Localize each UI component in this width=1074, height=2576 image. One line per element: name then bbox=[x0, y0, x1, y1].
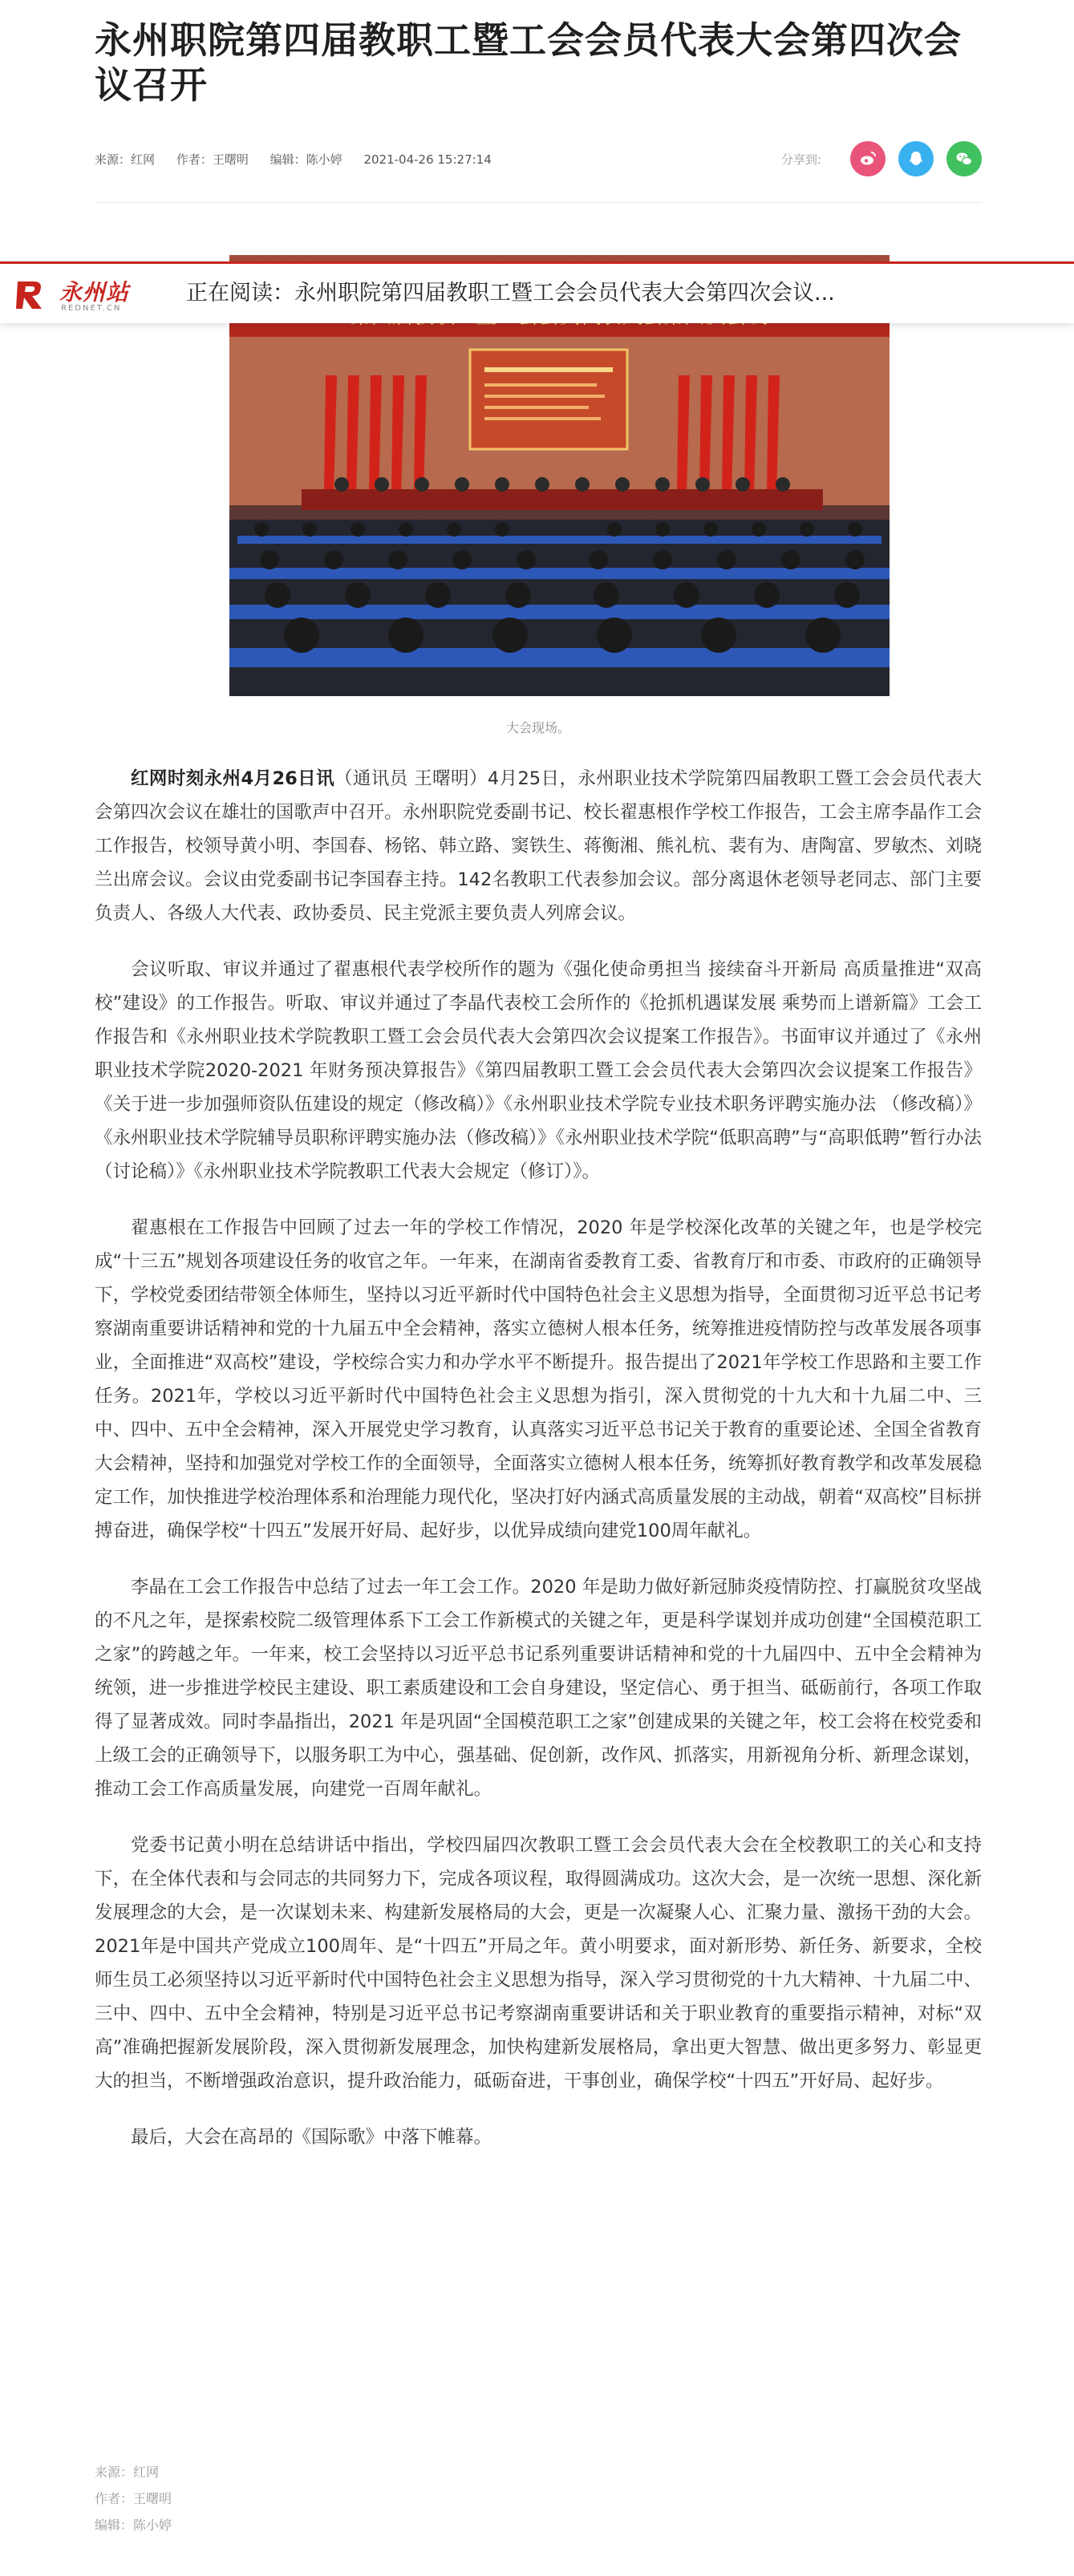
article-paragraph-1 bbox=[95, 762, 982, 930]
share-bar bbox=[781, 141, 982, 176]
editor-label: 编辑： bbox=[270, 152, 306, 167]
article-paragraph-3: 翟惠根在工作报告中回顾了过去一年的学校工作情况，2020 年是学校深化改革的关键之年，也是学校完成“十三五”规划各项建设任务的收官之年。一年来，在湖南省委教育工委、省教育厅和市委、市政府的正确领导下，学校党委团结带领全体师生，坚持以习近平新时代中国特色社会主义思想为指导，全面贯彻习近平总书记考察湖南重要讲话精神和党的十九届五中全会精神，落实立德树人根本任务，统筹推进疫情防控与改革发展各项事业，全面推进“双高校”建设，学校综合实力和办学水平不断提升。报告提出了2021年学校工作思路和主要工作任务。2021年，学校以习近平新时代中国特色社会主义思想为指引，深入贯彻党的十九大和十九届二中、三中、四中、五中全会精神，深入开展党史学习教育，认真落实习近平总书记关于教育的重要论述、全国全省教育大会精神，坚持和加强党对学校工作的全面领导，全面落实立德树人根本任务，统筹抓好教育教学和改革发展稳定工作，加快推进学校治理体系和治理能力现代化，坚决打好内涵式高质量发展的主动战，朝着“双高校”目标拼搏奋进，确保学校“十四五”发展开好局、起好步，以优异成绩向建党100周年献礼。 bbox=[95, 1217, 982, 1541]
rednet-logo-icon bbox=[14, 277, 51, 310]
meta-editor bbox=[270, 152, 342, 167]
article-paragraph-6: 最后，大会在高昂的《国际歌》中落下帷幕。 bbox=[131, 2127, 492, 2148]
source-value: 红网 bbox=[131, 152, 156, 167]
source-label: 来源： bbox=[95, 152, 132, 167]
footer-author: 作者：王曙明 bbox=[95, 2491, 172, 2506]
photo-caption: 大会现场。 bbox=[505, 720, 570, 735]
article-paragraph-4: 李晶在工会工作报告中总结了过去一年工会工作。2020 年是助力做好新冠肺炎疫情防控、打赢脱贫攻坚战的不凡之年，是探索校院二级管理体系下工会工作新模式的关键之年，更是科学谋划并成功创建“全国模范职工之家”的跨越之年。一年来，校工会坚持以习近平总书记系列重要讲话精神和党的十九届四中、五中全会精神为统领，进一步推进学校民主建设、职工素质建设和工会自身建设，坚定信心、勇于担当、砥砺前行，各项工作取得了显著成效。同时李晶指出，2021 年是巩固“全国模范职工之家”创建成果的关键之年，校工会将在校党委和上级工会的正确领导下，以服务职工为中心，强基础、促创新，改作风、抓落实，用新视角分析、新理念谋划，推动工会工作高质量发展，向建党一百周年献礼。 bbox=[95, 1577, 982, 1800]
article-footer-meta bbox=[95, 2459, 172, 2538]
meta-datetime: 2021-04-26 15:27:14 bbox=[363, 152, 492, 167]
meta-divider bbox=[95, 202, 982, 203]
qq-icon bbox=[906, 149, 926, 168]
share-label: 分享到: bbox=[780, 152, 821, 167]
sticky-reading-bar bbox=[0, 261, 1074, 323]
editor-value: 陈小婷 bbox=[306, 152, 342, 167]
article-container bbox=[95, 0, 982, 167]
weibo-icon bbox=[858, 149, 877, 168]
article-paragraph-5: 党委书记黄小明在总结讲话中指出，学校四届四次教职工暨工会会员代表大会在全校教职工的关心和支持下，在全体代表和与会同志的共同努力下，完成各项议程，取得圆满成功。这次大会，是一次统一思想、深化新发展理念的大会，是一次谋划未来、构建新发展格局的大会，更是一次凝聚人心、汇聚力量、激扬干劲的大会。2021年是中国共产党成立100周年、是“十四五”开局之年。黄小明要求，面对新形势、新任务、新要求，全校师生员工必须坚持以习近平新时代中国特色社会主义思想为指导，深入学习贯彻党的十九大精神、十九届二中、三中、四中、五中全会精神，特别是习近平总书记考察湖南重要讲话和关于职业教育的重要指示精神，对标“双高”准确把握新发展阶段，深入贯彻新发展理念，加快构建新发展格局，拿出更大智慧、做出更多努力、彰显更大的担当，不断增强政治意识，提升政治能力，砥砺奋进，干事创业，确保学校“十四五”开好局、起好步。 bbox=[95, 1835, 982, 2092]
meta-source bbox=[95, 152, 155, 167]
share-qq-button[interactable] bbox=[898, 141, 934, 176]
footer-editor: 编辑：陈小婷 bbox=[95, 2517, 172, 2533]
article-body bbox=[95, 762, 982, 2177]
article-meta bbox=[95, 143, 982, 175]
logo-subtext: REDNET.CN bbox=[61, 304, 122, 313]
article-paragraph-2: 会议听取、审议并通过了翟惠根代表学校所作的题为《强化使命勇担当 接续奋斗开新局 高质量推进“双高校”建设》的工作报告。听取、审议并通过了李晶代表校工会所作的《抢抓机遇谋发展 乘势而上谱新篇》工会工作报告和《永州职业技术学院教职工暨工会会员代表大会第四次会议提案工作报告》。书面审议并通过了《永州职业技术学院2020-2021 年财务预决算报告》《第四届教职工暨工会会员代表大会第四次会议提案工作报告》《关于进一步加强师资队伍建设的规定（修改稿）》《永州职业技术学院专业技术职务评聘实施办法 （修改稿）》《永州职业技术学院辅导员职称评聘实施办法（修改稿）》《永州职业技术学院“低职高聘”与“高职低聘”暂行办法（讨论稿）》《永州职业技术学院教职工代表大会规定（修订）》。 bbox=[95, 959, 982, 1182]
wechat-icon bbox=[954, 149, 974, 168]
author-label: 作者： bbox=[176, 152, 213, 167]
author-value: 王曙明 bbox=[212, 152, 249, 167]
now-reading-text[interactable]: 正在阅读：永州职院第四届教职工暨工会会员代表大会第四次会议... bbox=[186, 281, 835, 306]
dateline: 红网时刻永州4月26日讯 bbox=[131, 768, 334, 789]
article-title: 永州职院第四届教职工暨工会会员代表大会第四次会议召开 bbox=[95, 18, 962, 107]
paragraph-1-text: （通讯员 王曙明）4月25日，永州职业技术学院第四届教职工暨工会会员代表大会第四次会议在雄壮的国歌声中召开。永州职院党委副书记、校长翟惠根作学校工作报告，工会主席李晶作工会工作报告，校领导黄小明、李国春、杨铭、韩立路、窦铁生、蒋衡湘、熊礼杭、裴有为、唐陶富、罗敏杰、刘晓兰出席会议。会议由党委副书记李国春主持。142名教职工代表参加会议。部分离退休老领导老同志、部门主要负责人、各级人大代表、政协委员、民主党派主要负责人列席会议。 bbox=[95, 768, 982, 924]
logo-text: 永州站 bbox=[59, 279, 130, 306]
site-logo[interactable] bbox=[14, 272, 143, 315]
share-wechat-button[interactable] bbox=[946, 141, 982, 176]
meta-author bbox=[176, 152, 249, 167]
meta-left bbox=[95, 151, 509, 168]
share-weibo-button[interactable] bbox=[850, 141, 886, 176]
footer-source: 来源：红网 bbox=[95, 2465, 160, 2480]
